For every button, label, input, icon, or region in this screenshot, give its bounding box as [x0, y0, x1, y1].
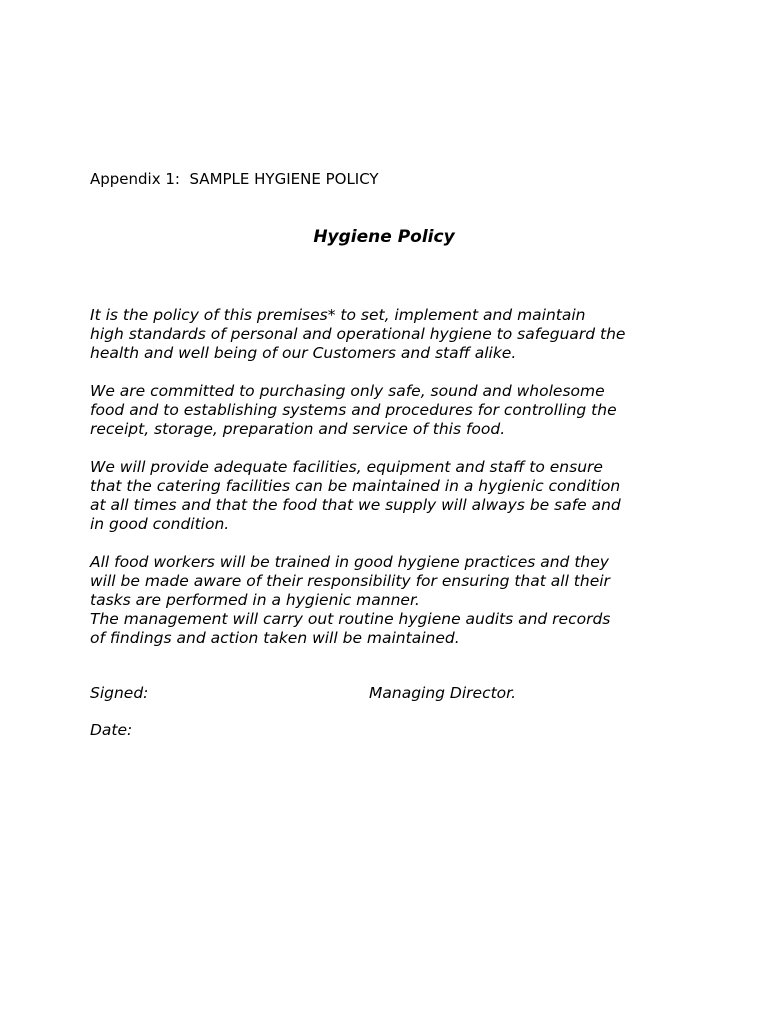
paragraph-line: We will provide adequate facilities, equipment and staff to ensure [90, 458, 603, 476]
paragraph-line: health and well being of our Customers and staff alike. [90, 344, 517, 362]
signed-label: Signed: [90, 684, 149, 702]
paragraph-line: at all times and that the food that we supply will always be safe and [90, 496, 621, 514]
signatory-role: Managing Director. [369, 684, 517, 702]
paragraph-line: All food workers will be trained in good hygiene practices and they [90, 553, 609, 571]
paragraph-line: of findings and action taken will be maintained. [90, 629, 460, 647]
paragraph-line: We are committed to purchasing only safe, sound and wholesome [90, 382, 605, 400]
paragraph-line: food and to establishing systems and procedures for controlling the [90, 401, 617, 419]
policy-title: Hygiene Policy [313, 227, 455, 247]
policy-paragraph-2 [90, 382, 690, 439]
paragraph-line: high standards of personal and operational hygiene to safeguard the [90, 325, 626, 343]
paragraph-line: in good condition. [90, 515, 230, 533]
date-label: Date: [90, 721, 133, 739]
paragraph-line: receipt, storage, preparation and service of this food. [90, 420, 506, 438]
paragraph-line: The management will carry out routine hygiene audits and records [90, 610, 611, 628]
paragraph-line: will be made aware of their responsibility for ensuring that all their [90, 572, 610, 590]
paragraph-line: It is the policy of this premises* to set, implement and maintain [90, 306, 586, 324]
appendix-heading: Appendix 1: SAMPLE HYGIENE POLICY [90, 170, 379, 188]
policy-paragraph-1 [90, 306, 690, 363]
paragraph-line: tasks are performed in a hygienic manner. [90, 591, 420, 609]
paragraph-line: that the catering facilities can be maintained in a hygienic condition [90, 477, 621, 495]
policy-paragraph-3 [90, 458, 690, 534]
policy-paragraph-4 [90, 553, 690, 648]
